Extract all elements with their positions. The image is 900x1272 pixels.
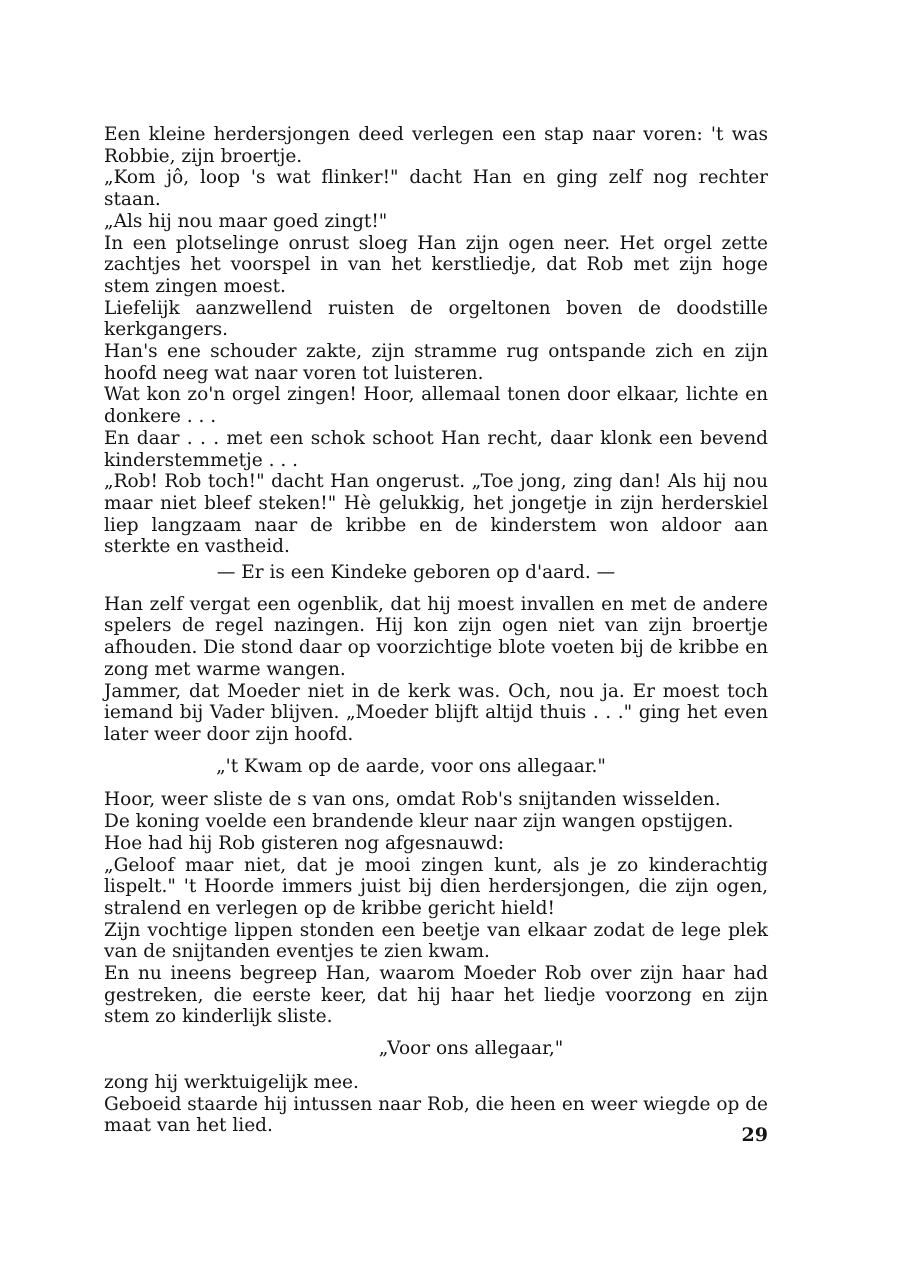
paragraph: En daar . . . met een schok schoot Han recht, daar klonk een bevend kinderstemmetje . . . — [104, 427, 768, 471]
song-line: „'t Kwam op de aarde, voor ons allegaar." — [216, 755, 606, 777]
paragraph: Liefelijk aanzwellend ruisten de orgeltonen boven de doodstille kerkgangers. — [104, 297, 768, 341]
song-line: — Er is een Kindeke geboren op d'aard. — — [216, 562, 616, 584]
paragraph: Hoe had hij Rob gisteren nog afgesnauwd: — [104, 832, 504, 854]
paragraph: In een plotselinge onrust sloeg Han zijn ogen neer. Het orgel zette zachtjes het voorspel in van het kerstliedje, dat Rob met zijn hoge stem zingen moest. — [104, 232, 768, 297]
paragraph: Han zelf vergat een ogenblik, dat hij moest invallen en met de andere spelers de regel nazingen. Hij kon zijn ogen niet van zijn broertje afhouden. Die stond daar op voorzichtige blote voeten bij de kribbe en zong met warme wangen. — [104, 593, 768, 680]
page-number: 29 — [741, 1124, 768, 1146]
paragraph: zong hij werktuigelijk mee. — [104, 1071, 359, 1093]
paragraph: Geboeid staarde hij intussen naar Rob, die heen en weer wiegde op de maat van het lied. — [104, 1093, 768, 1137]
paragraph: Een kleine herdersjongen deed verlegen een stap naar voren: 't was Robbie, zijn broertje. — [104, 124, 768, 167]
song-line: „Voor ons allegaar," — [378, 1038, 564, 1060]
paragraph: „Als hij nou maar goed zingt!" — [104, 210, 388, 232]
paragraph: Han's ene schouder zakte, zijn stramme rug ontspande zich en zijn hoofd neeg wat naar voren tot luisteren. — [104, 341, 768, 384]
paragraph: „Rob! Rob toch!" dacht Han ongerust. „Toe jong, zing dan! Als hij nou maar niet bleef steken!" Hè gelukkig, het jongetje in zijn herderskiel liep langzaam naar de kribbe en de kinderstem won aldoor aan sterkte en vastheid. — [104, 471, 768, 558]
paragraph: De koning voelde een brandende kleur naar zijn wangen opstijgen. — [104, 811, 734, 833]
paragraph: Hoor, weer sliste de s van ons, omdat Rob's snijtanden wisselden. — [104, 789, 721, 811]
paragraph: „Kom jô, loop 's wat flinker!" dacht Han en ging zelf nog rechter staan. — [104, 167, 768, 211]
paragraph: Jammer, dat Moeder niet in de kerk was. Och, nou ja. Er moest toch iemand bij Vader blijven. „Moeder blijft altijd thuis . . ." ging het even later weer door zijn hoofd. — [104, 680, 768, 745]
paragraph: Wat kon zo'n orgel zingen! Hoor, allemaal tonen door elkaar, lichte en donkere . . . — [104, 384, 768, 428]
paragraph: En nu ineens begreep Han, waarom Moeder Rob over zijn haar had gestreken, die eerste keer, dat hij haar het liedje voorzong en zijn stem zo kinderlijk sliste. — [104, 963, 768, 1028]
paragraph: Zijn vochtige lippen stonden een beetje van elkaar zodat de lege plek van de snijtanden eventjes te zien kwam. — [104, 919, 768, 963]
body-text — [104, 124, 768, 1137]
paragraph: „Geloof maar niet, dat je mooi zingen kunt, als je zo kinderachtig lispelt." 't Hoorde immers juist bij dien herdersjongen, die zijn ogen, stralend en verlegen op de kribbe gericht hield! — [104, 854, 768, 919]
